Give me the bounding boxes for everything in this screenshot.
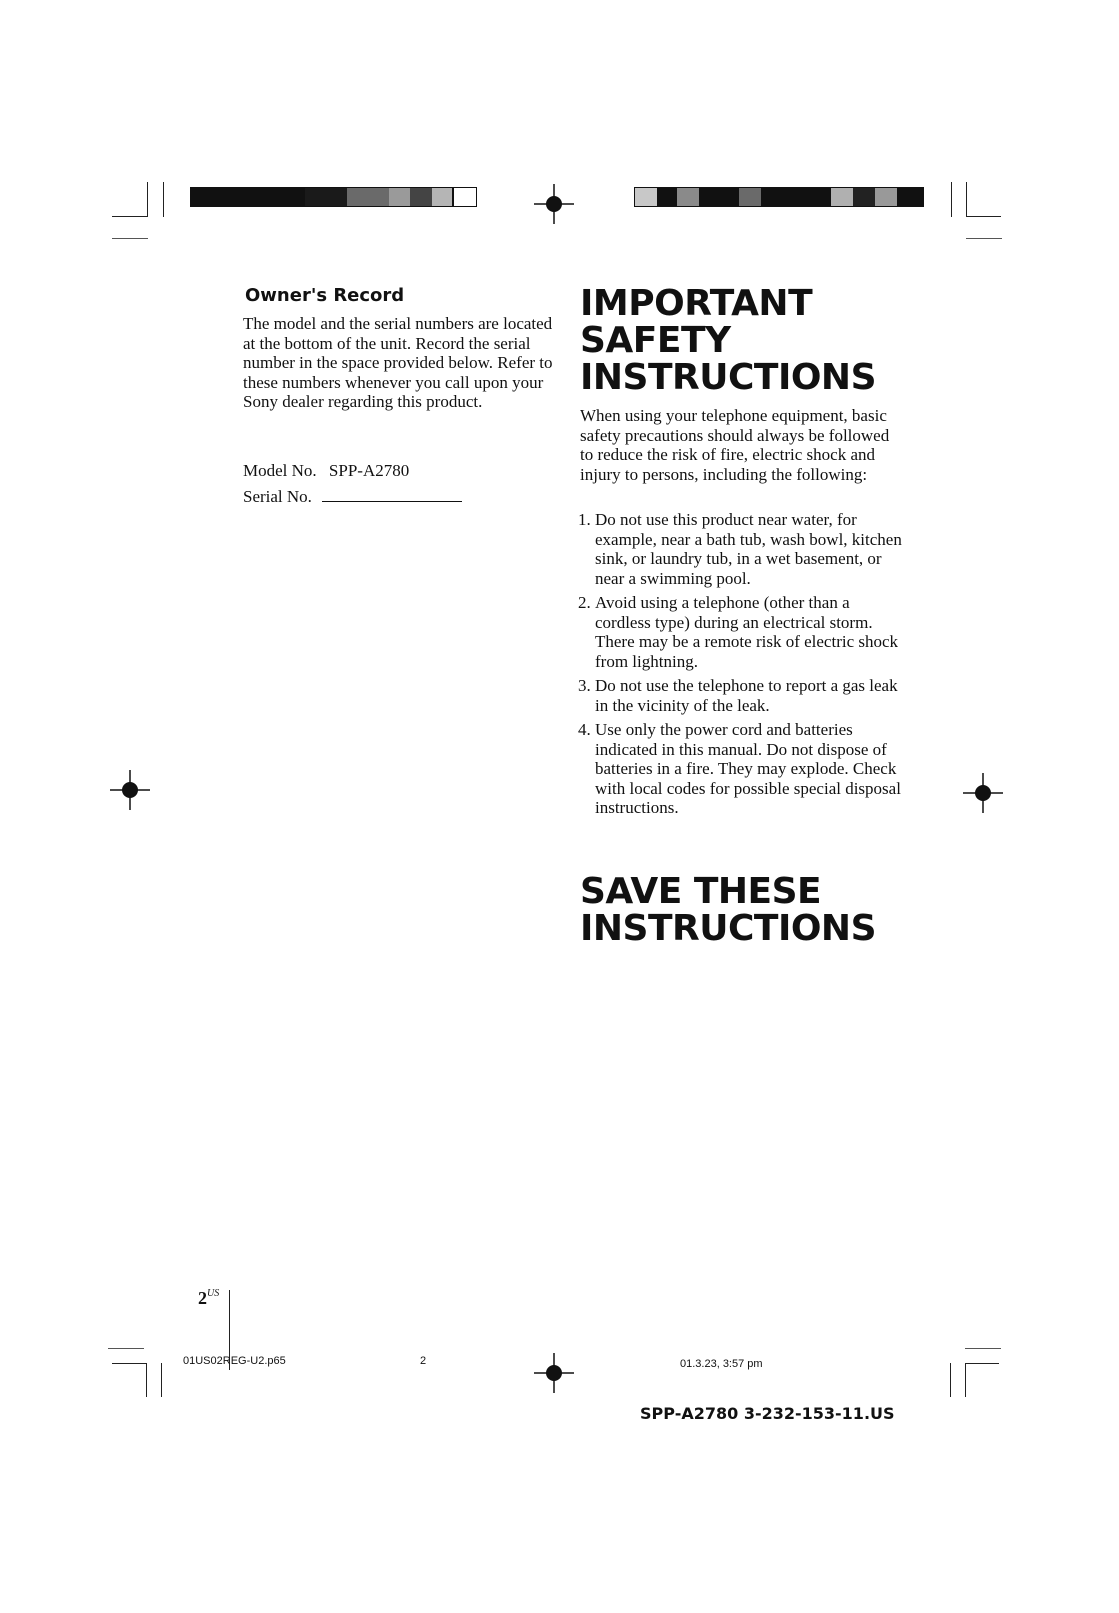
save-instructions-heading [580, 873, 920, 947]
crop-mark-top-right-h2 [966, 238, 1002, 239]
list-item: 4. Use only the power cord and batteries indicated in this manual. Do not dispose of batteries in a fire. They may explode. Check with local codes for possible special disposal instructions. [578, 720, 901, 817]
save-heading-line-2: INSTRUCTIONS [580, 908, 876, 949]
model-label: Model No. [243, 461, 317, 480]
save-heading-line-1: SAVE THESE [580, 871, 822, 912]
crop-mark-bottom-left-h2 [112, 1363, 146, 1364]
crop-mark-bottom-right-v2 [965, 1363, 966, 1397]
file-timestamp: 01.3.23, 3:57 pm [680, 1358, 763, 1370]
owners-record-body: The model and the serial numbers are located at the bottom of the unit. Record the serial number in the space provided below. Refer to these numbers whenever you call upon your Sony dealer regarding this product. [243, 314, 553, 411]
color-bar-left [190, 187, 477, 207]
file-name: 01US02REG-U2.p65 [183, 1355, 286, 1367]
safety-heading-line-3: INSTRUCTIONS [580, 357, 876, 398]
serial-number-row [243, 487, 462, 507]
serial-blank-line [322, 487, 462, 502]
crop-mark-top-right-v [951, 182, 952, 217]
color-bar-right [634, 187, 924, 207]
crop-mark-top-right-h [966, 216, 1001, 217]
registration-mark-bottom [534, 1353, 574, 1393]
list-item: 1. Do not use this product near water, for example, near a bath tub, wash bowl, kitchen sink, or laundry tub, in a wet basement, or near a swimming pool. [578, 510, 902, 588]
safety-list [578, 510, 908, 823]
crop-mark-top-right-v2 [966, 182, 967, 217]
crop-mark-bottom-right-h [965, 1348, 1001, 1349]
serial-label: Serial No. [243, 487, 312, 506]
model-value: SPP-A2780 [328, 461, 410, 480]
page-suffix: US [207, 1288, 220, 1299]
safety-heading-line-2: SAFETY [580, 320, 731, 361]
file-page: 2 [420, 1355, 427, 1367]
safety-heading-line-1: IMPORTANT [580, 283, 813, 324]
document-code: SPP-A2780 3-232-153-11.US [640, 1404, 895, 1423]
crop-mark-top-left-v2 [163, 182, 164, 217]
crop-mark-bottom-left-v2 [161, 1363, 162, 1397]
safety-intro: When using your telephone equipment, basic safety precautions should always be followed to reduce the risk of fire, electric shock and injury to persons, including the following: [580, 406, 890, 484]
model-number-row [243, 461, 409, 481]
list-item: 2. Avoid using a telephone (other than a cordless type) during an electrical storm. There may be a remote risk of electric shock from lightning. [578, 593, 899, 671]
crop-mark-top-left-v [147, 182, 148, 217]
crop-mark-bottom-right-h2 [965, 1363, 999, 1364]
registration-mark-left [110, 770, 150, 810]
page-number: $2^{US}$ [198, 1288, 220, 1308]
list-item: 3. Do not use the telephone to report a gas leak in the vicinity of the leak. [578, 676, 898, 715]
crop-mark-top-left-h [112, 216, 147, 217]
owners-record-heading: Owner's Record [245, 285, 405, 306]
crop-mark-bottom-left-h [108, 1348, 144, 1349]
registration-mark-top [534, 184, 574, 224]
crop-mark-bottom-right-v [950, 1363, 951, 1397]
crop-mark-bottom-left-v [146, 1363, 147, 1397]
crop-mark-top-left-h2 [112, 238, 148, 239]
registration-mark-right [963, 773, 1003, 813]
safety-heading [580, 285, 900, 396]
